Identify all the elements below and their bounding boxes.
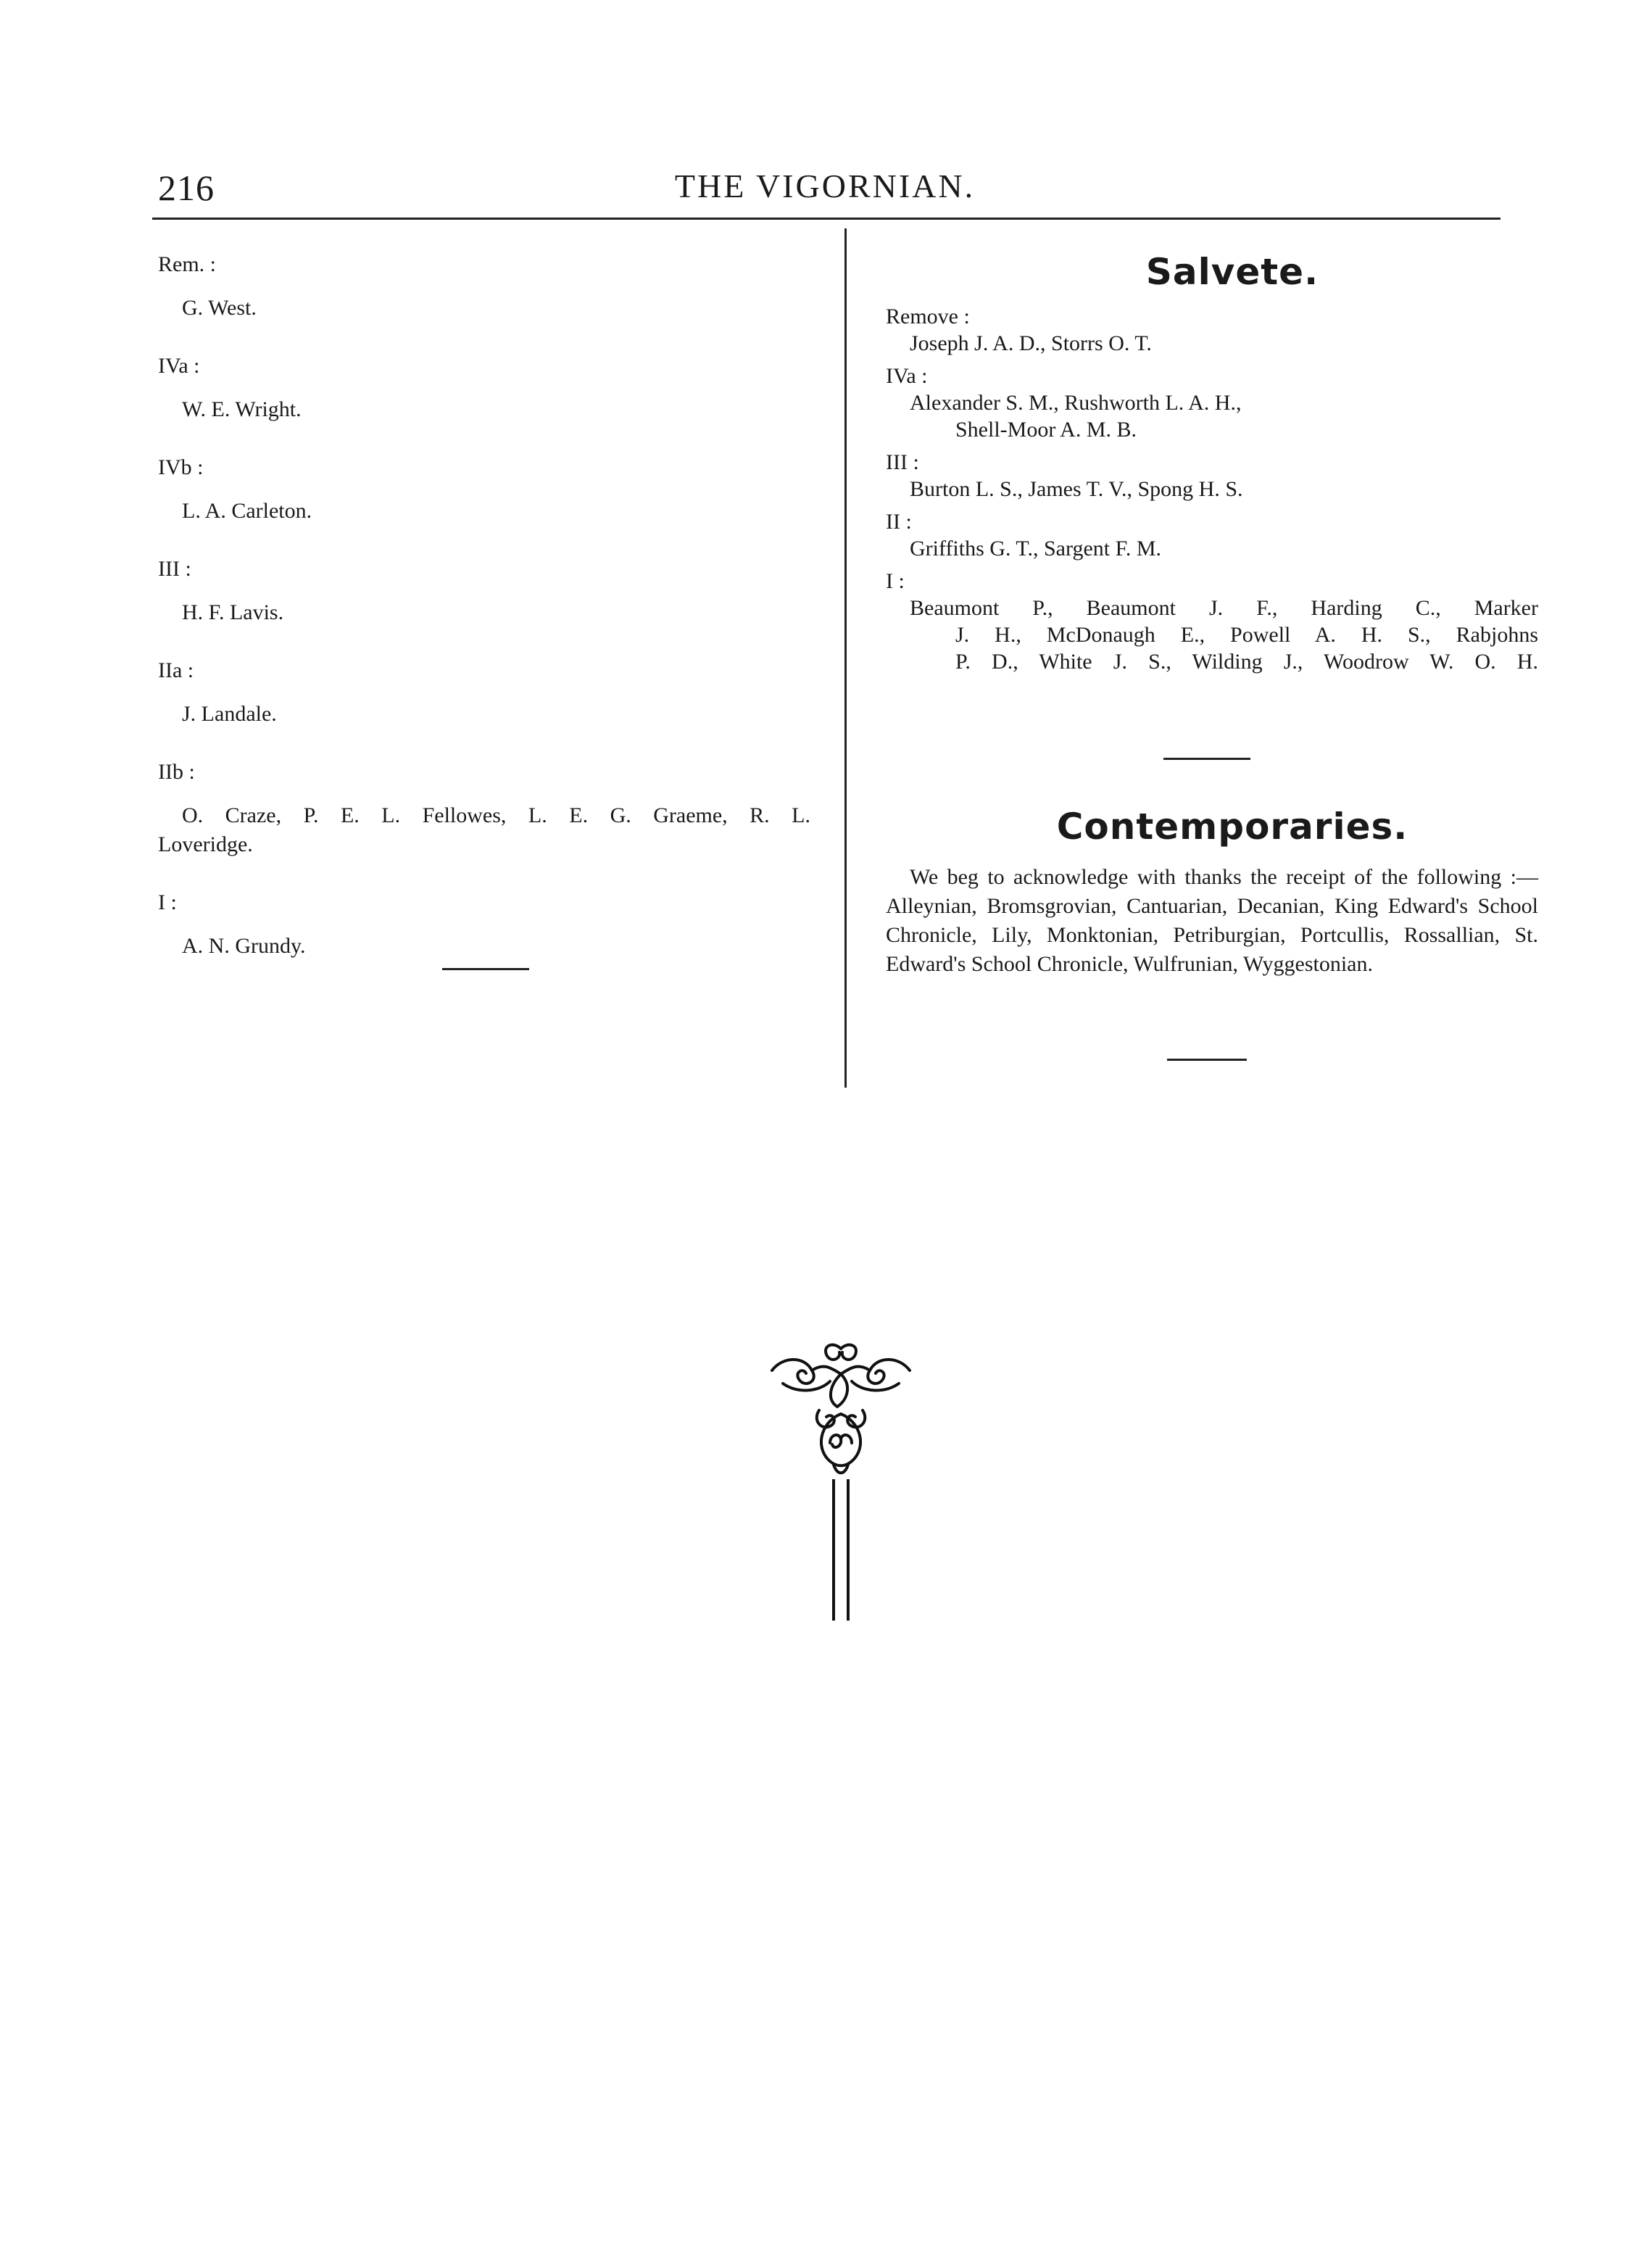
form-names: Burton L. S., James T. V., Spong H. S. <box>910 477 1243 501</box>
form-label: Rem. : <box>158 252 216 276</box>
form-names: Griffiths G. T., Sargent F. M. <box>910 537 1162 560</box>
form-names: G. West. <box>182 296 257 320</box>
form-names: Beaumont P., Beaumont J. F., Harding C., Marker <box>910 596 1538 620</box>
salvete-list <box>886 297 1538 675</box>
page-number: 216 <box>158 167 215 208</box>
form-names: A. N. Grundy. <box>182 934 306 958</box>
form-block <box>158 758 810 859</box>
form-names: O. Craze, P. E. L. Fellowes, L. E. G. Graeme, R. L. <box>182 803 810 827</box>
form-block <box>158 555 810 627</box>
form-names: L. A. Carleton. <box>182 499 312 523</box>
section-rule <box>1167 1059 1247 1061</box>
form-block <box>158 888 810 961</box>
running-title: THE VIGORNIAN. <box>674 167 976 204</box>
form-names: W. E. Wright. <box>182 397 302 421</box>
form-names-continued: P. D., White J. S., Wilding J., Woodrow W. O. H. <box>955 650 1538 674</box>
salvete-heading: Salvete. <box>1145 251 1319 293</box>
form-label: I : <box>158 890 177 914</box>
form-block <box>158 453 810 526</box>
left-column <box>158 250 810 990</box>
form-label: I : <box>886 569 905 593</box>
form-label: IVb : <box>158 455 204 479</box>
column-divider <box>844 228 847 1088</box>
form-label: III : <box>158 557 191 581</box>
form-label: IVa : <box>886 364 928 388</box>
form-names-continued: Shell-Moor A. M. B. <box>955 418 1137 442</box>
form-names: Alexander S. M., Rushworth L. A. H., <box>910 391 1242 415</box>
form-label: IIb : <box>158 760 195 784</box>
form-block <box>158 250 810 323</box>
section-rule <box>1163 758 1250 760</box>
form-label: II : <box>886 510 912 534</box>
header-rule <box>152 218 1501 220</box>
page-header <box>158 167 1492 218</box>
contemporaries-heading: Contemporaries. <box>1056 806 1408 848</box>
form-block <box>158 656 810 729</box>
section-rule <box>442 968 529 970</box>
form-block <box>158 352 810 424</box>
form-names: H. F. Lavis. <box>182 600 284 624</box>
form-names-continued: Loveridge. <box>158 832 253 856</box>
form-label: III : <box>886 450 919 474</box>
form-label: IIa : <box>158 658 194 682</box>
form-names: Joseph J. A. D., Storrs O. T. <box>910 331 1152 355</box>
form-label: IVa : <box>158 354 200 378</box>
contemporaries-text: We beg to acknowledge with thanks the receipt of the following :—Alleynian, Bromsgrovian, Cantuarian, Decanian, King Edward's School Chronicle, Lily, Monktonian, Petriburgian, Portcullis, Rossallian, St. Edward's School Chronicle, Wulfrunian, Wyggestonian. <box>886 865 1538 976</box>
form-names: J. Landale. <box>182 702 277 726</box>
decorative-ornament-icon <box>768 1341 913 1631</box>
form-names-continued: J. H., McDonaugh E., Powell A. H. S., Rabjohns <box>955 623 1538 647</box>
form-label: Remove : <box>886 305 970 328</box>
